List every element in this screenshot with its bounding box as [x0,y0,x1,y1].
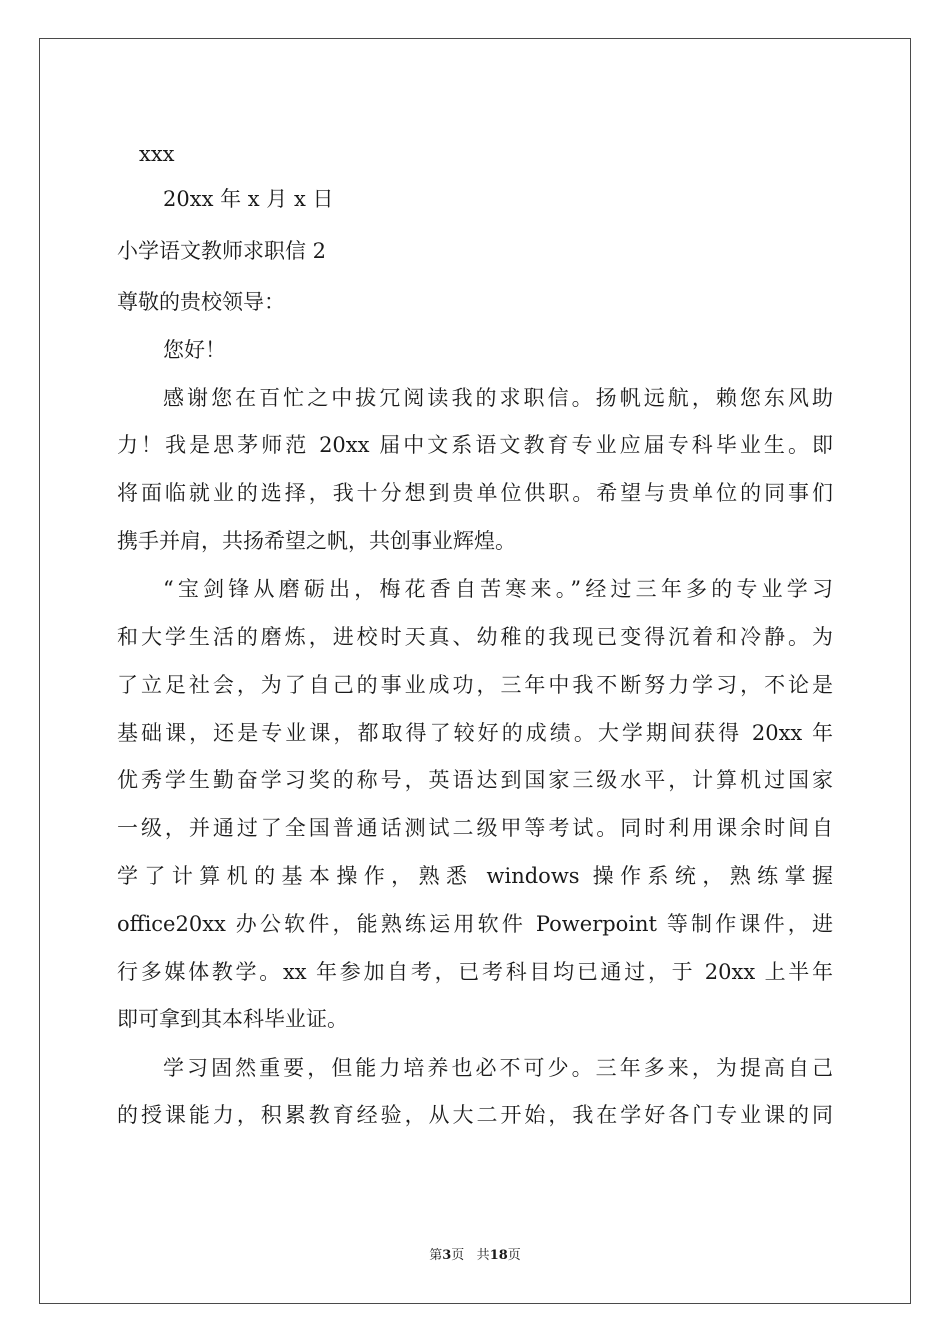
date-line: 20xx 年 x 月 x 日 [163,187,334,211]
paragraph-line: 力！我是思茅师范 20xx 届中文系语文教育专业应届专科毕业生。即 [117,433,833,457]
paragraph-line: 即可拿到其本科毕业证。 [117,1007,348,1031]
paragraph-line: 将面临就业的选择，我十分想到贵单位供职。希望与贵单位的同事们 [117,481,833,505]
footer-total-suffix: 页 [507,1248,521,1263]
paragraph-line: office20xx 办公软件，能熟练运用软件 Powerpoint 等制作课件，进 [117,912,833,936]
paragraph-line: 感谢您在百忙之中拔冗阅读我的求职信。扬帆远航，赖您东风助 [163,386,833,410]
current-page-number: 3 [442,1248,452,1263]
paragraph-line: 优秀学生勤奋学习奖的称号，英语达到国家三级水平，计算机过国家 [117,768,833,792]
greeting: 您好！ [163,338,226,362]
paragraph-line: “宝剑锋从磨砺出，梅花香自苦寒来。”经过三年多的专业学习 [163,577,833,601]
paragraph-line: 学了计算机的基本操作，熟悉 windows 操作系统，熟练掌握 [117,864,833,888]
paragraph-line: 的授课能力，积累教育经验，从大二开始，我在学好各门专业课的同 [117,1103,833,1127]
paragraph-line: 和大学生活的磨炼，进校时天真、幼稚的我现已变得沉着和冷静。为 [117,625,833,649]
paragraph-line: 携手并肩，共扬希望之帆，共创事业辉煌。 [117,529,516,553]
paragraph-line: 行多媒体教学。xx 年参加自考，已考科目均已通过，于 20xx 上半年 [117,960,833,984]
signature: xxx [139,142,175,166]
paragraph-line: 基础课，还是专业课，都取得了较好的成绩。大学期间获得 20xx 年 [117,721,833,745]
page-footer [0,1244,950,1263]
footer-prefix: 第 [429,1248,443,1263]
salutation: 尊敬的贵校领导： [117,290,285,314]
footer-total-prefix: 共 [476,1248,490,1263]
letter-title: 小学语文教师求职信 2 [117,239,327,263]
paragraph-line: 了立足社会，为了自己的事业成功，三年中我不断努力学习，不论是 [117,673,833,697]
footer-page-suffix: 页 [451,1248,465,1263]
paragraph-line: 一级，并通过了全国普通话测试二级甲等考试。同时利用课余时间自 [117,816,833,840]
paragraph-line: 学习固然重要，但能力培养也必不可少。三年多来，为提高自己 [163,1056,833,1080]
total-pages-number: 18 [489,1248,508,1263]
